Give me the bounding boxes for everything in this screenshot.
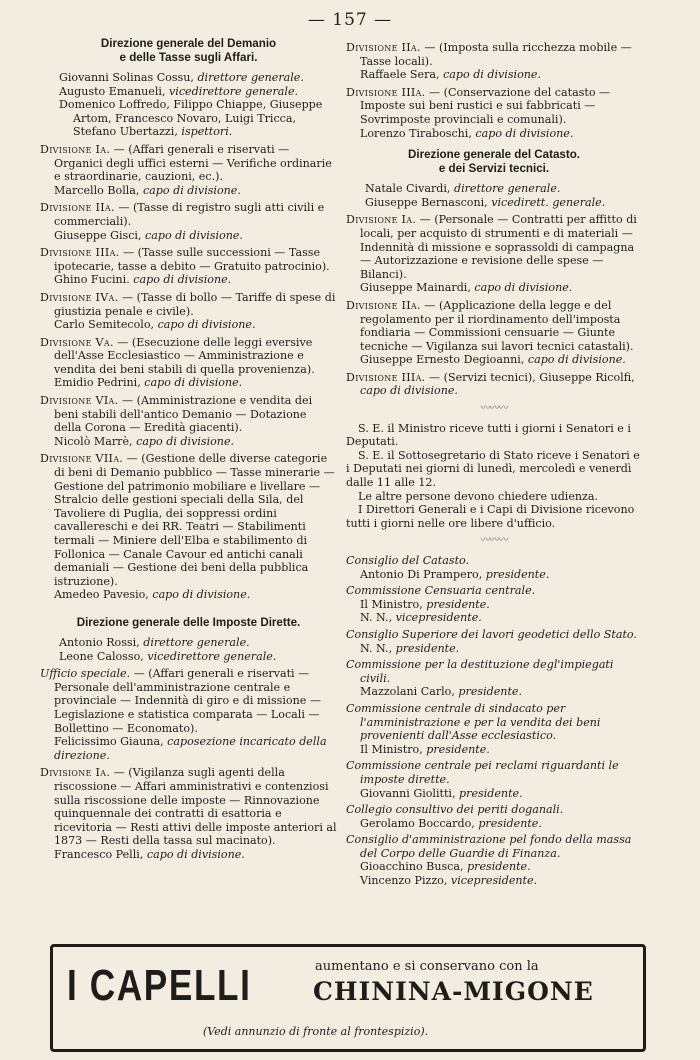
- division-head-name: Nicolò Marrè,: [54, 434, 133, 448]
- division-label: Divisione Va.: [40, 335, 114, 349]
- member-role: presidente.: [467, 860, 531, 874]
- committee-member: [346, 860, 642, 874]
- committee: [346, 702, 642, 756]
- division-label: Divisione IIIa.: [346, 85, 426, 99]
- official: [40, 71, 337, 85]
- division-entry: [40, 766, 337, 848]
- advertisement-box: [50, 944, 646, 1052]
- division-entry: [346, 299, 642, 353]
- official-name: Antonio Rossi,: [59, 635, 140, 649]
- person-role: caposezione incaricato della direzione.: [54, 735, 327, 762]
- official-role: direttore generale.: [197, 71, 304, 84]
- committee-member: [346, 611, 642, 625]
- division-head-name: Giuseppe Gisci,: [54, 228, 142, 242]
- division-text: — (Applicazione della legge e del regolamento per il riordinamento dell'imposta fondiaria — Commissioni censuarie — Giunte tecniche — Vigilanza sui lavori tecnici catastali).: [360, 298, 634, 353]
- division-head-name: Francesco Pelli,: [54, 847, 144, 861]
- member-role: vicepresidente.: [395, 611, 482, 625]
- member-role: presidente.: [426, 742, 490, 756]
- member-name: Vincenzo Pizzo,: [360, 874, 448, 888]
- division-text: — (Tasse di bollo — Tariffe di spese di giustizia penale e civile).: [54, 290, 336, 318]
- division-head-role: capo di divisione.: [133, 273, 232, 287]
- member-role: vicepresidente.: [450, 874, 538, 888]
- member-role: presidente.: [395, 641, 460, 655]
- division-head-name: Amedeo Pavesio,: [54, 588, 149, 602]
- committee-title: Commissione per la destituzione degl'impiegati civili.: [346, 658, 614, 685]
- division-text: — (Amministrazione e vendita dei beni stabili dell'antico Demanio — Dotazione della Corona — Eredità giacenti).: [54, 394, 313, 435]
- official-name: Domenico Loffredo, Filippo Chiappe, Giuseppe Artom, Francesco Novaro, Luigi Tricca, Stefano Ubertazzi,: [59, 98, 323, 139]
- official: [40, 636, 337, 650]
- official: [40, 650, 337, 664]
- division-head: [40, 318, 337, 332]
- division-label: Divisione IIIa.: [40, 246, 120, 260]
- division-head: [346, 353, 642, 367]
- official-role: vicedirettore generale.: [147, 649, 277, 663]
- division-text: — (Personale — Contratti per affitto di locali, per acquisto di strumenti e di materiali — Indennità di missione e soprassoldi di campagna — Autorizzazione e revisione delle spese — Bilanci).: [360, 213, 637, 281]
- committee-title: Collegio consultivo dei periti doganali.: [346, 803, 564, 817]
- catasto-divisions: [346, 213, 642, 398]
- official-name: Giuseppe Bernasconi,: [365, 195, 488, 209]
- notice-paragraph: Le altre persone devono chiedere udienza.: [358, 489, 599, 503]
- left-column: [40, 37, 337, 861]
- committee-member: [346, 642, 642, 656]
- division-head: [40, 273, 337, 287]
- division-label: Divisione Ia.: [40, 142, 111, 156]
- division-head-name: Emidio Pedrini,: [54, 376, 141, 390]
- demanio-divisions: [40, 143, 337, 602]
- person-name: Felicissimo Giauna,: [54, 735, 164, 749]
- official-name: Natale Civardi,: [365, 182, 451, 196]
- division-head-role: capo di divisione.: [145, 228, 243, 242]
- committee-title: Consiglio del Catasto.: [346, 554, 470, 567]
- member-name: N. N.,: [360, 641, 393, 655]
- demanio-officials: [40, 71, 337, 139]
- official: [40, 98, 337, 139]
- committee-title: Commissione centrale di sindacato per l'amministrazione e per la vendita dei beni provenienti dall'Asse ecclesiastico.: [346, 701, 601, 743]
- division-head-name: Lorenzo Tiraboschi,: [360, 126, 472, 140]
- committee-member: [346, 598, 642, 612]
- division-text: — (Gestione delle diverse categorie di beni di Demanio pubblico — Tasse minerarie — Gestione del patrimonio mobiliare e livellare — Stralcio delle gestioni speciali della Sila, del Tavoliere di Puglia, dei soppressi ordini cavallereschi e dei RR. Teatri — Stabilimenti termali — Miniere dell'Elba e stabilimento di Follonica — Canale Cavour ed antichi canali demaniali — Gestione dei beni della pubblica istruzione).: [54, 452, 335, 588]
- committee-member: [346, 568, 642, 582]
- division-head: [346, 68, 642, 82]
- official-role: vicedirett. generale.: [491, 195, 606, 209]
- member-role: presidente.: [458, 685, 522, 699]
- division-label: Divisione Ia.: [346, 213, 417, 227]
- reception-notice: [346, 422, 642, 531]
- committee: [346, 658, 642, 699]
- member-name: Antonio Di Prampero,: [360, 567, 483, 581]
- ad-note: (Vedi annunzio di fronte al frontespizio).: [203, 1025, 429, 1038]
- committees-list: [346, 554, 642, 888]
- notice-paragraph: S. E. il Ministro riceve tutti i giorni i Senatori e i Deputati.: [346, 421, 631, 449]
- ornamental-wave: 〰〰〰: [480, 535, 508, 547]
- division-head-role: capo di divisione.: [527, 353, 626, 367]
- member-role: presidente.: [478, 816, 542, 830]
- heading-demanio: Direzione generale del Demanio e delle Tasse sugli Affari.: [100, 37, 277, 64]
- division-entry: [346, 86, 642, 127]
- ad-headline: I CAPELLI: [67, 961, 252, 1010]
- committee-member: [346, 685, 642, 699]
- division-head-role: capo di divisione.: [157, 318, 256, 332]
- committee-title: Commissione Censuaria centrale.: [346, 584, 536, 598]
- division-text: — (Tasse sulle successioni — Tasse ipotecarie, tasse a debito — Gratuito patrocinio).: [54, 246, 330, 273]
- division-label: Divisione IIa.: [40, 201, 115, 215]
- committee-member: [346, 817, 642, 831]
- division-head: [40, 435, 337, 449]
- heading-catasto: Direzione generale del Catasto. e dei Servizi tecnici.: [407, 148, 581, 176]
- division-label: Divisione VIIa.: [40, 452, 124, 466]
- ufficio-label: Ufficio speciale.: [40, 667, 131, 681]
- member-name: Gioacchino Busca,: [360, 860, 464, 874]
- ad-product-name: CHININA-MIGONE: [313, 977, 594, 1006]
- committee-member: [346, 874, 642, 888]
- ornamental-wave: 〰〰〰: [480, 403, 508, 415]
- division-entry: [346, 213, 642, 281]
- division-head-name: Carlo Semitecolo,: [54, 318, 155, 332]
- division-head-name: Raffaele Sera,: [360, 68, 440, 82]
- member-name: Gerolamo Boccardo,: [360, 816, 475, 830]
- notice-paragraph: S. E. il Sottosegretario di Stato riceve i Senatori e i Deputati nei giorni di lunedì, mercoledì e venerdì dalle 11 alle 12.: [346, 448, 640, 490]
- division-text: — (Esecuzione delle leggi eversive dell'Asse Ecclesiastico — Amministrazione e vendita dei beni stabili di quella provenienza).: [54, 335, 315, 376]
- official-name: Augusto Emanueli,: [59, 84, 166, 98]
- division-text: — (Affari generali e riservati — Organici degli uffici esterni — Verifiche ordinarie e straordinarie, cauzioni, ec.).: [54, 142, 332, 184]
- official: [346, 196, 642, 210]
- page-number: — 157 —: [307, 10, 393, 30]
- ufficio-speciale: [40, 667, 337, 735]
- ufficio-text: — (Affari generali e riservati — Personale dell'amministrazione centrale e provinciale — Indennità di giro e di missione — Legislazione e statistica comparata — Locali — Bollettino — Economato).: [54, 667, 321, 735]
- division-label: Divisione Ia.: [40, 766, 111, 780]
- division-head-name: Ghino Fucini.: [54, 273, 130, 287]
- division-head-role: capo di divisione.: [136, 434, 235, 448]
- division-head: [346, 281, 642, 295]
- member-role: presidente.: [459, 786, 523, 800]
- division-entry: [346, 41, 642, 68]
- division-head-role: capo di divisione.: [144, 376, 243, 390]
- division-entry: [40, 452, 337, 588]
- division-entry: [40, 291, 337, 318]
- division-head-role: capo di divisione.: [474, 281, 573, 295]
- committee-member: [346, 787, 642, 801]
- official-role: direttore generale.: [143, 635, 250, 649]
- division-text: — (Conservazione del catasto — Imposte sui beni rustici e sui fabbricati — Sovrimposte provinciali e comunali).: [360, 85, 611, 126]
- member-name: Giovanni Giolitti,: [360, 786, 456, 800]
- committee: [346, 833, 642, 887]
- division-head: [40, 376, 337, 390]
- member-role: presidente.: [426, 597, 490, 611]
- division-entry: [346, 371, 642, 398]
- committee: [346, 759, 642, 800]
- committee-title: Consiglio d'amministrazione pel fondo della massa del Corpo delle Guardie di Finanza.: [346, 833, 632, 860]
- division-label: Divisione VIa.: [40, 394, 119, 408]
- division-head-name: Marcello Bolla,: [54, 183, 140, 197]
- member-name: Mazzolani Carlo,: [360, 685, 455, 699]
- ad-subline: aumentano e si conservano con la: [315, 959, 539, 974]
- committee: [346, 628, 642, 655]
- committee-title: Commissione centrale pei reclami riguardanti le imposte dirette.: [346, 759, 619, 786]
- division-entry: [40, 201, 337, 228]
- official-role: direttore generale.: [453, 182, 561, 196]
- member-role: presidente.: [485, 567, 550, 581]
- official-name: Leone Calosso,: [59, 649, 144, 663]
- heading-imposte: Direzione generale delle Imposte Dirette.: [76, 615, 301, 629]
- division-head-role: capo di divisione.: [146, 847, 245, 861]
- division-head-role: capo di divisione.: [360, 384, 458, 398]
- right-column: [346, 37, 642, 888]
- division-entry: [40, 336, 337, 377]
- division-entry: [40, 246, 337, 273]
- official: [40, 85, 337, 99]
- member-name: Il Ministro,: [360, 597, 423, 611]
- division-label: Divisione IIa.: [346, 41, 421, 54]
- division-head-name: Giuseppe Mainardi,: [360, 281, 471, 295]
- division-head-role: capo di divisione.: [443, 68, 541, 82]
- division-head-role: capo di divisione.: [475, 126, 574, 140]
- committee-title: Consiglio Superiore dei lavori geodetici dello Stato.: [346, 627, 637, 641]
- division-entry: [40, 394, 337, 435]
- division-text: — (Vigilanza sugli agenti della riscossione — Affari amministrativi e contenziosi sulla riscossione delle imposte — Rinnovazione quinquennale dei contratti di esattoria e ricevitoria — Resti attivi delle imposte anteriori al 1873 — Resti della tassa sul macinato).: [54, 766, 337, 848]
- division-head-role: capo di divisione.: [152, 588, 251, 602]
- committee: [346, 584, 642, 625]
- division-head: [40, 588, 337, 602]
- division-text: — (Tasse di registro sugli atti civili e commerciali).: [54, 201, 325, 228]
- division-head: [40, 184, 337, 198]
- division-head-name: Giuseppe Ernesto Degioanni,: [360, 353, 525, 367]
- division-head: [40, 229, 337, 243]
- division-text: — (Imposta sulla ricchezza mobile — Tasse locali).: [360, 41, 632, 68]
- imposte-divisions-continued: [346, 41, 642, 140]
- committee: [346, 554, 642, 581]
- committee-member: [346, 743, 642, 757]
- division-entry: [40, 143, 337, 184]
- division-text: — (Servizi tecnici), Giuseppe Ricolfi,: [425, 370, 635, 384]
- imposte-divisions: [40, 766, 337, 861]
- member-name: Il Ministro,: [360, 742, 423, 756]
- division-label: Divisione IVa.: [40, 290, 119, 304]
- division-head: [346, 127, 642, 141]
- division-head-role: capo di divisione.: [142, 183, 241, 197]
- official: [346, 182, 642, 196]
- ufficio-head: [40, 735, 337, 762]
- division-head: [40, 848, 337, 862]
- committee: [346, 803, 642, 830]
- official-role: vicedirettore generale.: [169, 84, 299, 98]
- member-name: N. N.,: [360, 611, 393, 625]
- official-role: ispettori.: [181, 125, 233, 139]
- division-label: Divisione IIa.: [346, 298, 421, 312]
- official-name: Giovanni Solinas Cossu,: [59, 71, 194, 84]
- division-label: Divisione IIIa.: [346, 370, 426, 384]
- notice-paragraph: I Direttori Generali e i Capi di Divisione ricevono tutti i giorni nelle ore libere d'ufficio.: [346, 503, 635, 530]
